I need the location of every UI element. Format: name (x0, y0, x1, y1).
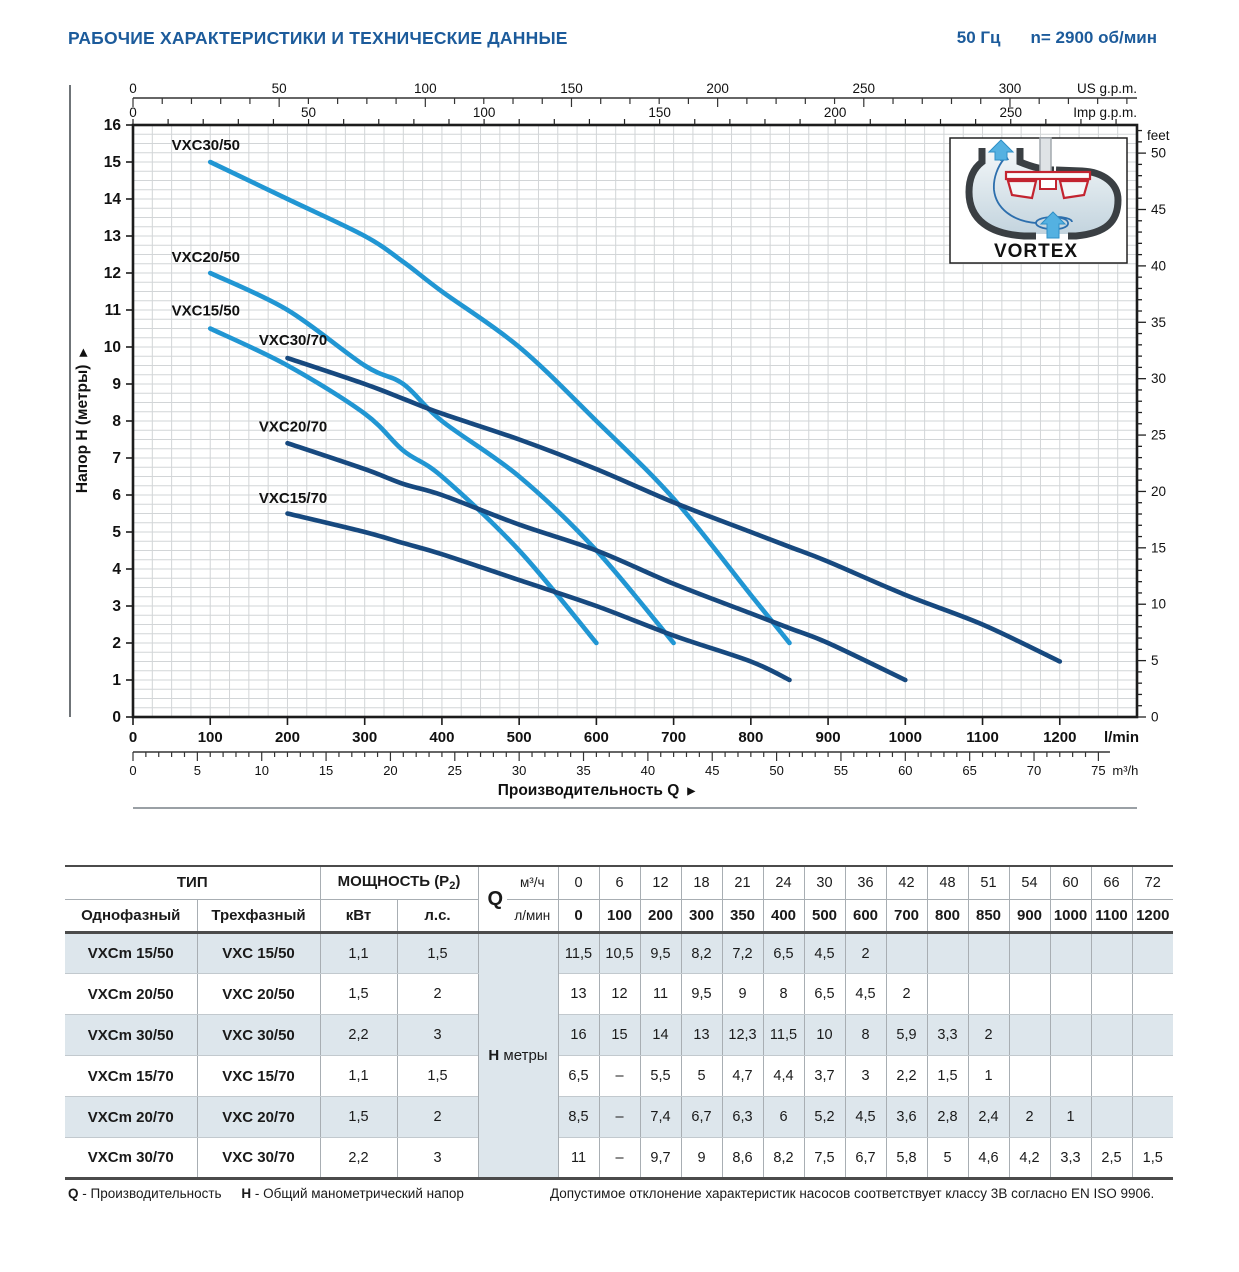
svg-text:1000: 1000 (888, 729, 922, 746)
head-value-cell: 4,5 (845, 1097, 886, 1138)
svg-text:45: 45 (704, 763, 720, 778)
svg-text:40: 40 (1151, 258, 1167, 274)
q-m3h-header-cell: 54 (1009, 866, 1050, 899)
head-value-cell: 10,5 (599, 933, 640, 974)
svg-text:75: 75 (1091, 763, 1106, 778)
head-value-cell: 8,6 (722, 1138, 763, 1179)
footnote-q-symbol: Q (68, 1186, 79, 1201)
svg-text:40: 40 (640, 763, 656, 778)
table-row (65, 974, 1173, 1015)
frequency-label: 50 Гц (956, 28, 1001, 47)
svg-text:m³/h: m³/h (1112, 763, 1139, 778)
svg-text:150: 150 (560, 81, 583, 96)
svg-text:6: 6 (112, 487, 121, 504)
head-value-cell: 5,9 (886, 1015, 927, 1056)
svg-text:13: 13 (103, 228, 121, 245)
axis-imp-gpm (129, 105, 1137, 125)
head-value-cell: 11,5 (763, 1015, 804, 1056)
head-value-cell: 2,2 (886, 1056, 927, 1097)
head-value-cell: 4,7 (722, 1056, 763, 1097)
q-m3h-header-cell: 36 (845, 866, 886, 899)
svg-text:5: 5 (112, 524, 121, 541)
head-value-cell: 6,5 (558, 1056, 599, 1097)
svg-text:200: 200 (823, 105, 847, 120)
head-value-cell (1050, 1056, 1091, 1097)
header-specs (957, 28, 1157, 48)
svg-text:10: 10 (254, 763, 269, 778)
head-value-cell (1009, 974, 1050, 1015)
header-type: ТИП (65, 866, 320, 899)
head-value-cell: 7,4 (640, 1097, 681, 1138)
model-single-phase: VXCm 30/70 (65, 1138, 197, 1179)
head-value-cell: 2 (1009, 1097, 1050, 1138)
q-lmin-header-cell: 0 (558, 899, 599, 932)
head-value-cell: 9 (722, 974, 763, 1015)
q-m3h-header-cell: 12 (640, 866, 681, 899)
head-value-cell (1091, 1015, 1132, 1056)
curve-label-VXC30/50: VXC30/50 (171, 137, 241, 155)
power-kw: 1,5 (320, 1097, 397, 1138)
q-m3h-header-cell: 48 (927, 866, 968, 899)
head-value-cell: 9 (681, 1138, 722, 1179)
head-value-cell (886, 933, 927, 974)
power-hp: 1,5 (397, 933, 478, 974)
power-hp: 3 (397, 1138, 478, 1179)
head-value-cell (1009, 1015, 1050, 1056)
axis-feet (1137, 128, 1170, 725)
q-lmin-header-cell: 800 (927, 899, 968, 932)
q-m3h-header-cell: 30 (804, 866, 845, 899)
svg-text:feet: feet (1147, 128, 1170, 143)
power-hp: 3 (397, 1015, 478, 1056)
q-m3h-header-cell: 24 (763, 866, 804, 899)
q-symbol: Q (487, 887, 504, 910)
svg-text:300: 300 (998, 81, 1022, 96)
svg-text:70: 70 (1026, 763, 1042, 778)
head-value-cell: 8,2 (763, 1138, 804, 1179)
head-value-cell: 11,5 (558, 933, 599, 974)
svg-text:2: 2 (112, 635, 121, 652)
svg-text:100: 100 (197, 729, 223, 746)
head-value-cell: 4,2 (1009, 1138, 1050, 1179)
svg-text:200: 200 (706, 81, 729, 96)
head-value-cell: 6,5 (804, 974, 845, 1015)
head-value-cell: 8,5 (558, 1097, 599, 1138)
svg-text:3: 3 (112, 598, 121, 615)
footnotes (68, 1186, 1168, 1201)
svg-text:35: 35 (576, 763, 591, 778)
q-lmin-header-cell: 700 (886, 899, 927, 932)
head-value-cell: 3,3 (927, 1015, 968, 1056)
q-lmin-header-cell: 1100 (1091, 899, 1132, 932)
model-single-phase: VXCm 15/50 (65, 933, 197, 974)
power-hp: 1,5 (397, 1056, 478, 1097)
svg-text:25: 25 (447, 763, 463, 778)
head-value-cell (1091, 974, 1132, 1015)
q-m3h-header-cell: 51 (968, 866, 1009, 899)
x-axis-title: Производительность Q ▶ (497, 782, 696, 799)
head-value-cell: 2 (886, 974, 927, 1015)
head-value-cell (968, 933, 1009, 974)
svg-text:12: 12 (103, 265, 121, 282)
head-value-cell: 2,8 (927, 1097, 968, 1138)
svg-text:5: 5 (1151, 653, 1159, 669)
head-value-cell: 3,6 (886, 1097, 927, 1138)
svg-text:300: 300 (352, 729, 378, 746)
head-value-cell (1050, 1015, 1091, 1056)
head-value-cell (927, 974, 968, 1015)
svg-text:7: 7 (112, 450, 121, 467)
head-value-cell: 13 (558, 974, 599, 1015)
header-three-phase: Трехфазный (197, 899, 320, 932)
footnote-q-text: - Производительность (82, 1186, 222, 1201)
head-value-cell: 1 (1050, 1097, 1091, 1138)
head-value-cell: 13 (681, 1015, 722, 1056)
svg-text:250: 250 (999, 105, 1022, 120)
q-lmin-header-cell: 200 (640, 899, 681, 932)
svg-text:14: 14 (103, 191, 121, 208)
svg-text:20: 20 (383, 763, 398, 778)
model-three-phase: VXC 20/50 (197, 974, 320, 1015)
head-value-cell: 6,3 (722, 1097, 763, 1138)
model-single-phase: VXCm 15/70 (65, 1056, 197, 1097)
table-row (65, 1015, 1173, 1056)
svg-text:20: 20 (1151, 483, 1167, 499)
head-value-cell: 14 (640, 1015, 681, 1056)
model-single-phase: VXCm 20/70 (65, 1097, 197, 1138)
footnote-h-text: - Общий манометрический напор (254, 1186, 464, 1201)
footnote-h-symbol: H (241, 1186, 252, 1201)
head-value-cell: 5,8 (886, 1138, 927, 1179)
svg-text:0: 0 (129, 81, 137, 96)
head-value-cell: 2 (845, 933, 886, 974)
power-kw: 1,1 (320, 933, 397, 974)
head-column-label: H метры (478, 933, 558, 1179)
y-axis-title: Напор H (метры)▶ (74, 348, 91, 494)
q-lmin-header-cell: 500 (804, 899, 845, 932)
svg-text:600: 600 (583, 729, 609, 746)
q-m3h-header-cell: 21 (722, 866, 763, 899)
performance-chart (60, 80, 1180, 815)
power-kw: 2,2 (320, 1015, 397, 1056)
svg-text:100: 100 (472, 105, 496, 120)
svg-text:1: 1 (112, 672, 121, 689)
power-hp: 2 (397, 1097, 478, 1138)
head-value-cell: 5,2 (804, 1097, 845, 1138)
model-three-phase: VXC 30/70 (197, 1138, 320, 1179)
head-value-cell: 2,4 (968, 1097, 1009, 1138)
power-kw: 1,1 (320, 1056, 397, 1097)
svg-text:35: 35 (1151, 314, 1167, 330)
q-lmin-header-cell: 350 (722, 899, 763, 932)
model-three-phase: VXC 30/50 (197, 1015, 320, 1056)
svg-text:0: 0 (112, 709, 121, 726)
q-m3h-header-cell: 66 (1091, 866, 1132, 899)
head-value-cell: 3 (845, 1056, 886, 1097)
svg-text:15: 15 (1151, 540, 1167, 556)
head-value-cell: 3,7 (804, 1056, 845, 1097)
vortex-inset (950, 138, 1127, 263)
model-single-phase: VXCm 20/50 (65, 974, 197, 1015)
head-value-cell (1050, 974, 1091, 1015)
head-value-cell (1091, 1056, 1132, 1097)
head-value-cell: 11 (640, 974, 681, 1015)
svg-text:US g.p.m.: US g.p.m. (1076, 81, 1137, 96)
power-kw: 1,5 (320, 974, 397, 1015)
head-value-cell: 12 (599, 974, 640, 1015)
curve-label-VXC20/70: VXC20/70 (258, 418, 328, 436)
svg-text:Imp g.p.m.: Imp g.p.m. (1073, 105, 1137, 120)
page-title: РАБОЧИЕ ХАРАКТЕРИСТИКИ И ТЕХНИЧЕСКИЕ ДАННЫЕ (68, 28, 568, 48)
svg-text:700: 700 (661, 729, 687, 746)
q-m3h-header-cell: 72 (1132, 866, 1173, 899)
svg-text:30: 30 (511, 763, 527, 778)
head-value-cell: 12,3 (722, 1015, 763, 1056)
svg-text:400: 400 (429, 729, 455, 746)
q-m3h-header-cell: 6 (599, 866, 640, 899)
head-value-cell (1132, 1015, 1173, 1056)
header-kw: кВт (320, 899, 397, 932)
head-value-cell (1050, 933, 1091, 974)
q-m3h-header-cell: 60 (1050, 866, 1091, 899)
svg-text:25: 25 (1151, 427, 1167, 443)
svg-text:45: 45 (1151, 202, 1167, 218)
q-lmin-header-cell: 100 (599, 899, 640, 932)
svg-text:800: 800 (738, 729, 764, 746)
head-value-cell: 2 (968, 1015, 1009, 1056)
q-m3h-header-cell: 0 (558, 866, 599, 899)
head-value-cell: 5 (681, 1056, 722, 1097)
q-m3h-header-cell: 18 (681, 866, 722, 899)
svg-text:9: 9 (112, 376, 121, 393)
vortex-label: VORTEX (993, 241, 1079, 262)
svg-text:60: 60 (898, 763, 913, 778)
svg-text:50: 50 (769, 763, 784, 778)
head-value-cell: 1,5 (927, 1056, 968, 1097)
svg-text:100: 100 (414, 81, 437, 96)
head-value-cell: 4,5 (845, 974, 886, 1015)
q-lmin-header-cell: 600 (845, 899, 886, 932)
head-value-cell: 1 (968, 1056, 1009, 1097)
head-value-cell: 7,2 (722, 933, 763, 974)
svg-text:1200: 1200 (1043, 729, 1077, 746)
head-value-cell: 7,5 (804, 1138, 845, 1179)
svg-text:16: 16 (103, 117, 121, 134)
head-value-cell: – (599, 1056, 640, 1097)
head-value-cell: 5 (927, 1138, 968, 1179)
tolerance-note: Допустимое отклонение характеристик насосов соответствует классу 3B согласно EN ISO 9906. (550, 1186, 1155, 1201)
head-value-cell (1009, 1056, 1050, 1097)
head-value-cell: 6,7 (845, 1138, 886, 1179)
head-value-cell: 4,6 (968, 1138, 1009, 1179)
svg-text:30: 30 (1151, 371, 1167, 387)
svg-text:0: 0 (129, 763, 137, 778)
head-value-cell: 8 (763, 974, 804, 1015)
svg-text:15: 15 (318, 763, 334, 778)
legend-note (68, 1186, 550, 1201)
head-value-cell: 15 (599, 1015, 640, 1056)
table-row (65, 933, 1173, 974)
head-value-cell (1132, 974, 1173, 1015)
svg-text:8: 8 (112, 413, 121, 430)
q-unit-lmin: л/мин (514, 907, 551, 923)
axis-lmin (129, 717, 1139, 746)
svg-text:150: 150 (648, 105, 671, 120)
head-value-cell: 4,5 (804, 933, 845, 974)
svg-text:10: 10 (1151, 596, 1167, 612)
model-three-phase: VXC 20/70 (197, 1097, 320, 1138)
head-value-cell (1091, 933, 1132, 974)
q-m3h-header-cell: 42 (886, 866, 927, 899)
svg-text:50: 50 (271, 81, 287, 96)
curve-label-VXC20/50: VXC20/50 (171, 248, 241, 266)
q-lmin-header-cell: 1000 (1050, 899, 1091, 932)
svg-text:0: 0 (1151, 709, 1159, 725)
header-hp: л.с. (397, 899, 478, 932)
axis-us-gpm (129, 81, 1137, 107)
q-lmin-header-cell: 900 (1009, 899, 1050, 932)
axis-head-m (104, 117, 133, 726)
svg-text:0: 0 (128, 729, 138, 746)
head-value-cell (968, 974, 1009, 1015)
head-value-cell: 3,3 (1050, 1138, 1091, 1179)
svg-text:5: 5 (193, 763, 201, 778)
svg-text:0: 0 (129, 105, 137, 120)
model-three-phase: VXC 15/50 (197, 933, 320, 974)
head-value-cell: 1,5 (1132, 1138, 1173, 1179)
head-value-cell: 8 (845, 1015, 886, 1056)
table-row (65, 1097, 1173, 1138)
power-kw: 2,2 (320, 1138, 397, 1179)
head-value-cell (1009, 933, 1050, 974)
spec-table (65, 865, 1173, 1180)
q-lmin-header-cell: 1200 (1132, 899, 1173, 932)
head-value-cell: 6,5 (763, 933, 804, 974)
head-value-cell: 2,5 (1091, 1138, 1132, 1179)
svg-text:50: 50 (301, 105, 317, 120)
svg-text:900: 900 (815, 729, 841, 746)
head-value-cell: 6 (763, 1097, 804, 1138)
svg-text:65: 65 (962, 763, 977, 778)
table-row (65, 1056, 1173, 1097)
head-value-cell: 4,4 (763, 1056, 804, 1097)
svg-text:l/min: l/min (1103, 729, 1139, 746)
svg-text:15: 15 (103, 154, 121, 171)
svg-text:1100: 1100 (966, 729, 999, 746)
head-value-cell (1132, 1097, 1173, 1138)
model-single-phase: VXCm 30/50 (65, 1015, 197, 1056)
head-value-cell (927, 933, 968, 974)
head-value-cell: 6,7 (681, 1097, 722, 1138)
svg-text:200: 200 (274, 729, 300, 746)
head-value-cell: 10 (804, 1015, 845, 1056)
table-row (65, 1138, 1173, 1179)
q-unit-m3h: м³/ч (507, 867, 557, 900)
head-value-cell (1091, 1097, 1132, 1138)
axis-m3h (129, 752, 1138, 778)
head-value-cell: 11 (558, 1138, 599, 1179)
head-value-cell (1132, 933, 1173, 974)
svg-text:500: 500 (506, 729, 532, 746)
svg-text:11: 11 (104, 302, 121, 319)
head-value-cell: 9,5 (681, 974, 722, 1015)
head-value-cell (1132, 1056, 1173, 1097)
header-q (478, 866, 558, 933)
speed-label: n= 2900 об/мин (1030, 28, 1157, 47)
head-value-cell: 8,2 (681, 933, 722, 974)
head-value-cell: – (599, 1097, 640, 1138)
svg-text:50: 50 (1151, 145, 1167, 161)
head-value-cell: 5,5 (640, 1056, 681, 1097)
head-value-cell: 9,5 (640, 933, 681, 974)
power-hp: 2 (397, 974, 478, 1015)
header-power: МОЩНОСТЬ $(P_2)$ (320, 866, 478, 899)
svg-text:4: 4 (112, 561, 121, 578)
header-single-phase: Однофазный (65, 899, 197, 932)
curve-label-VXC15/50: VXC15/50 (171, 302, 241, 320)
impeller-bar (1006, 172, 1090, 179)
q-lmin-header-cell: 400 (763, 899, 804, 932)
model-three-phase: VXC 15/70 (197, 1056, 320, 1097)
q-lmin-header-cell: 850 (968, 899, 1009, 932)
curve-label-VXC30/70: VXC30/70 (258, 332, 328, 350)
head-value-cell: 16 (558, 1015, 599, 1056)
svg-text:10: 10 (103, 339, 121, 356)
q-lmin-header-cell: 300 (681, 899, 722, 932)
svg-text:250: 250 (852, 81, 876, 96)
svg-text:55: 55 (833, 763, 849, 778)
head-value-cell: 9,7 (640, 1138, 681, 1179)
head-value-cell: – (599, 1138, 640, 1179)
curve-label-VXC15/70: VXC15/70 (258, 490, 328, 508)
